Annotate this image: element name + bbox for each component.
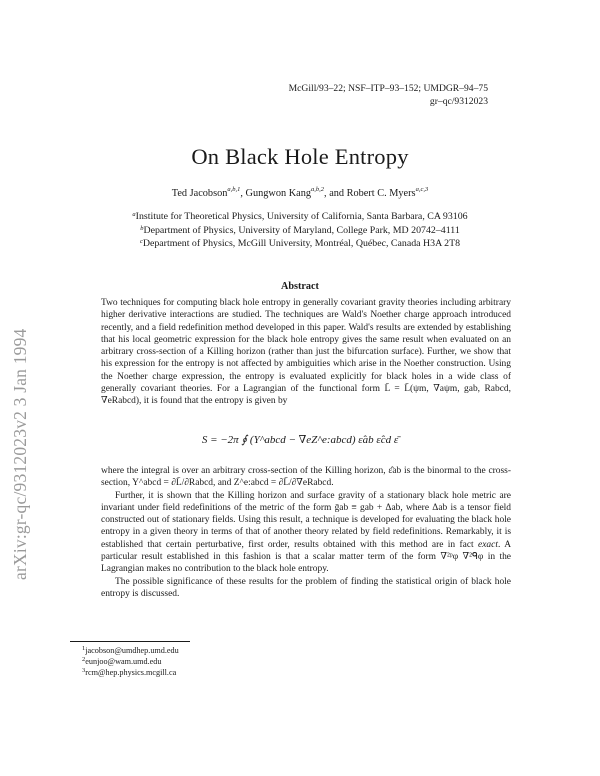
entropy-equation: S = −2π ∮ (Y^abcd − ∇eZ^e:abcd) ε̂ab ε̂cd ε̄: [201, 434, 399, 446]
abstract-paragraph-3: Further, it is shown that the Killing horizon and surface gravity of a stationary black hole metric are invariant under field redefinitions of the metric of the form ḡab ≡ gab + Δab, where Δab is a tensor field constructed out of stationary fields. Using this result, a technique is developed for evaluating the black hole entropy in a given theory in terms of that of another theory related by field redefinitions. Remarkably, it is established that certain perturbative, first order, results obtained with this method are in fact exact. A particular result established in this fashion is that a scalar matter term of the form ∇²ᵖφ ∇²ᑫφ in the Lagrangian makes no contribution to the black hole entropy.: [101, 490, 512, 575]
author-name: Ted Jacobson: [171, 188, 228, 199]
affiliation-b: $^b$Department of Physics, University of Maryland, College Park, MD 20742–4111: [140, 224, 460, 236]
report-number-line: McGill/93–22; NSF–ITP–93–152; UMDGR–94–75: [288, 83, 488, 94]
footnote-2: $^2$eunjoo@wam.umd.edu: [82, 656, 162, 666]
affiliation-a: $^a$Institute for Theoretical Physics, University of California, Santa Barbara, CA 93106: [132, 211, 468, 222]
affiliations: [0, 210, 600, 251]
author-separator: , and: [324, 188, 347, 199]
footnote-3: $^3$rcm@hep.physics.mcgill.ca: [82, 667, 177, 677]
emphasis-exact: exact: [478, 539, 498, 550]
author-affil-mark: a,b,2: [311, 186, 325, 193]
abstract-paragraph-1: Two techniques for computing black hole entropy in generally covariant gravity theories including arbitrary higher derivative interactions are studied. The techniques are Wald's Noether charge approach introduced recently, and a field redefinition method developed in this paper. Wald's results are extended by establishing that his local geometric expression for the black hole entropy gives the same result when evaluated on an arbitrary cross-section of a Killing horizon (rather than just the bifurcation surface). Further, we show that his expression for the entropy is not affected by ambiguities which arise in the Noether construction. Using the Noether charge expression, the entropy is evaluated explicitly for black holes in a wide class of generally covariant theories. For a Lagrangian of the functional form L̄ = L̄(ψm, ∇aψm, gab, Rabcd, ∇eRabcd), it is found that the entropy is given by: [101, 298, 511, 407]
footnote-rule: [70, 641, 190, 642]
paper-title: On Black Hole Entropy: [191, 144, 409, 169]
abstract-paragraph-4: The possible significance of these results for the problem of finding the statistical origin of black hole entropy is discussed.: [101, 576, 511, 599]
author-name: Robert C. Myers: [346, 188, 416, 199]
arxiv-sidebar-stamp: arXiv:gr-qc/9312023v2 3 Jan 1994: [10, 328, 30, 580]
abstract-body-continued: [101, 465, 511, 600]
footnotes: [82, 645, 179, 678]
archive-id: gr–qc/9312023: [429, 96, 488, 107]
abstract-paragraph-2: where the integral is over an arbitrary cross-section of the Killing horizon, ε̂ab is the binormal to the cross-section, Y^abcd = ∂L̄/∂Rabcd, and Z^e:abcd = ∂L̄/∂∇eRabcd.: [101, 466, 511, 489]
author-separator: ,: [240, 188, 246, 199]
author-name: Gungwon Kang: [245, 188, 312, 199]
affiliation-c: $^c$Department of Physics, McGill University, Montréal, Québec, Canada H3A 2T8: [139, 238, 461, 249]
footnote-1: $^1$jacobson@umdhep.umd.edu: [82, 645, 179, 655]
author-affil-mark: a,c,3: [415, 186, 429, 193]
abstract-heading: Abstract: [281, 281, 319, 292]
author-affil-mark: a,b,1: [227, 186, 241, 193]
author-list: [0, 188, 600, 199]
report-numbers: [289, 82, 488, 108]
